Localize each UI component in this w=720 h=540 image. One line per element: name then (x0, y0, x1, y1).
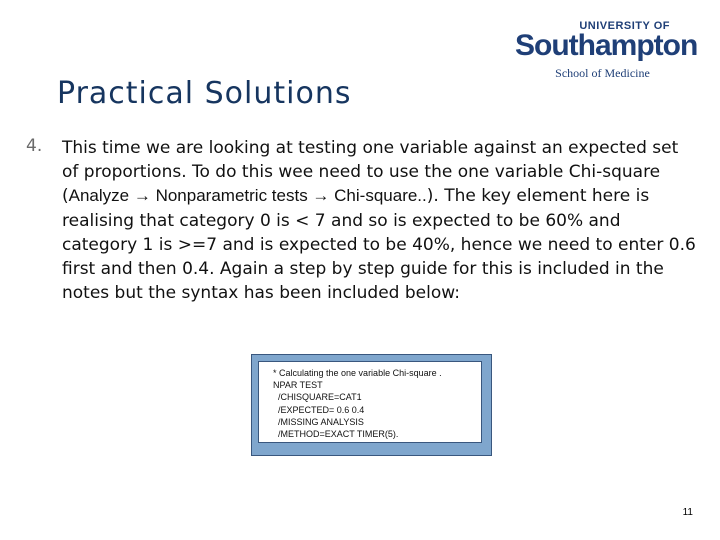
item-number: 4. (26, 136, 43, 156)
code-line: /CHISQUARE=CAT1 (273, 392, 362, 403)
numbered-item (26, 136, 696, 305)
arrow-icon: → (307, 186, 335, 206)
arrow-icon: → (129, 186, 156, 206)
item-text-part2: ). The key element here is realising that category 0 is < 7 and so is expected to be 60% and category 1 is >=7 and is expected to be 40%, hence we need to enter 0.6 first and then 0.4. Again a step by step guide for this is included in the notes but the syntax has been included below: (62, 186, 696, 304)
item-text (62, 136, 696, 305)
syntax-code-box (258, 361, 482, 443)
code-line: * Calculating the one variable Chi-square . (273, 368, 442, 378)
slide-title: Practical Solutions (57, 76, 352, 111)
code-line: /METHOD=EXACT TIMER(5). (273, 429, 399, 440)
logo-university-name: Southampton (515, 29, 698, 62)
code-line: /EXPECTED= 0.6 0.4 (273, 404, 365, 415)
page-number: 11 (682, 507, 693, 518)
code-line: NPAR TEST (273, 380, 323, 391)
menu-chi-square: Chi-square.. (334, 186, 427, 206)
logo-university-of: UNIVERSITY OF (579, 20, 670, 32)
menu-analyze: Analyze (68, 186, 130, 206)
item-text-part1: This time we are looking at testing one variable against an expected set of proportions. To do this wee need to use the one variable Chi-square ( (62, 138, 679, 207)
logo-school-name: School of Medicine (555, 66, 650, 80)
university-logo (515, 20, 698, 81)
menu-nonparametric-tests: Nonparametric tests (155, 186, 308, 206)
code-line: /MISSING ANALYSIS (273, 416, 364, 427)
